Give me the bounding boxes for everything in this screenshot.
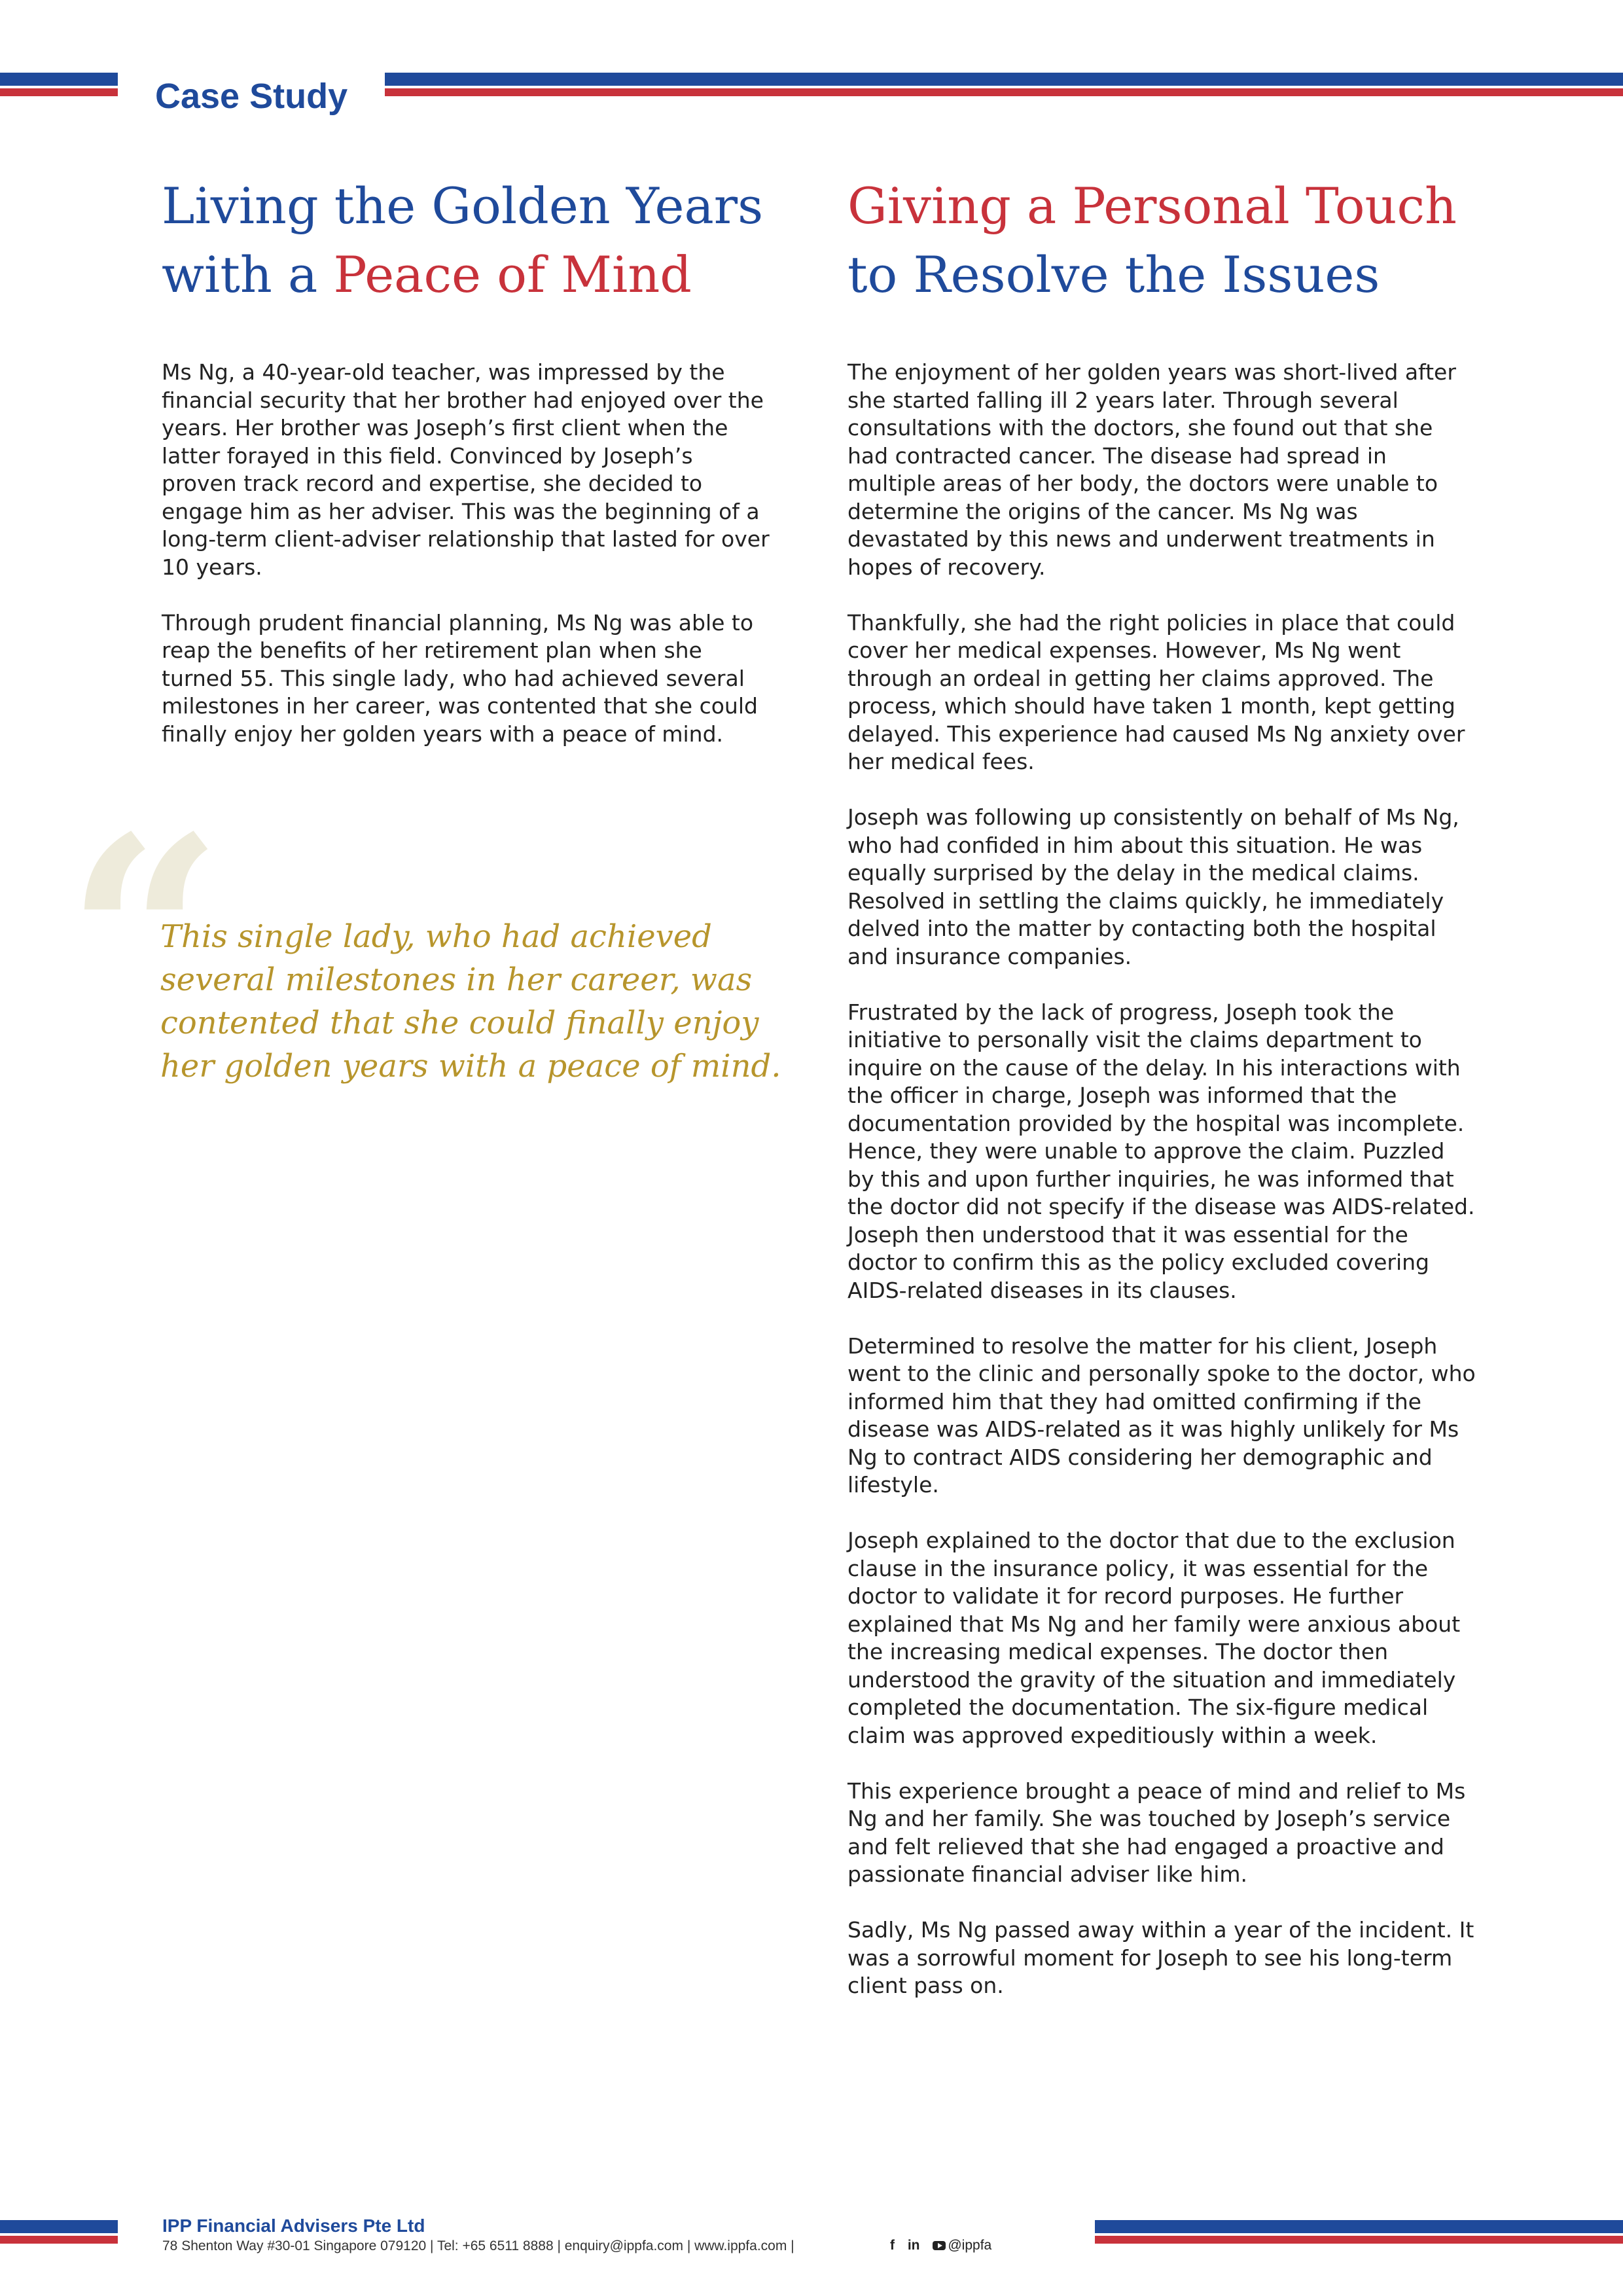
section-label: Case Study [155,77,348,116]
header-right-stripe [385,73,1623,96]
pull-quote: This single lady, who had achieved several milestones in her career, was contented that she could finally enjoy her golden years with a peace of mind. [160,918,781,1085]
paragraph: Sadly, Ms Ng passed away within a year of the incident. It was a sorrowful moment for Joseph to see his long-term client pass on. [847,1917,1474,1998]
paragraph: Joseph was following up consistently on behalf of Ms Ng, who had confided in him about this situation. He was equally surprised by the delay in the medical claims. Resolved in settling the claims quickly, he immediately delved into the matter by contacting both the hospital and insurance companies. [847,804,1459,969]
right-article-title [847,171,1457,309]
paragraph: Determined to resolve the matter for his client, Joseph went to the clinic and personally spoke to the doctor, who informed him that they had omitted confirming if the disease was AIDS-related as it was highly unlikely for Ms Ng to contract AIDS considering her demographic and lifestyle. [847,1333,1476,1498]
paragraph: Joseph explained to the doctor that due to the exclusion clause in the insurance policy, it was essential for the doctor to validate it for record purposes. He further explained that Ms Ng and her family were anxious about the increasing medical expenses. The doctor then understood the gravity of the situation and immediately completed the documentation. The six-figure medical claim was approved expeditiously within a week. [847,1528,1461,1748]
paragraph: The enjoyment of her golden years was short-lived after she started falling ill 2 years later. Through several consultations with the doctors, she found out that she had contracted cancer. The disease had spread in multiple areas of her body, the doctors were unable to determine the origins of the cancer. Ms Ng was devastated by this news and underwent treatments in hopes of recovery. [847,359,1456,580]
linkedin-icon[interactable]: in [907,2238,920,2253]
quote-mark-icon: “ [65,778,224,1100]
paragraph: This experience brought a peace of mind and relief to Ms Ng and her family. She was touched by Joseph’s service and felt relieved that she had engaged a proactive and passionate financial adviser like him. [847,1778,1466,1887]
left-article-title [162,171,763,309]
header-left-stripe [0,73,118,96]
paragraph: Thankfully, she had the right policies in place that could cover her medical expenses. However, Ms Ng went through an ordeal in getting her claims approved. The process, which should have taken 1 month, kept getting delayed. This experience had caused Ms Ng anxiety over her medical fees. [847,609,1465,774]
footer-right-stripe [1095,2220,1623,2244]
paragraph: Frustrated by the lack of progress, Joseph took the initiative to personally visit the claims department to inquire on the cause of the delay. In his interactions with the officer in charge, Joseph was informed that the documentation provided by the hospital was incomplete. Hence, they were unable to approve the claim. Puzzled by this and upon further inquiries, he was informed that the doctor did not specify if the disease was AIDS-related. Joseph then understood that it was essential for the doctor to confirm this as the policy excluded covering AIDS-related diseases in its clauses. [847,999,1475,1303]
footer-social-links [890,2238,991,2253]
left-title-line1: Living the Golden Years [162,177,764,235]
footer-left-stripe [0,2220,118,2244]
social-handle[interactable]: @ippfa [948,2238,992,2253]
right-title-line1: Giving a Personal Touch [847,177,1457,235]
right-title-line2: to Resolve the Issues [847,245,1380,304]
footer-company-name: IPP Financial Advisers Pte Ltd [162,2215,425,2236]
paragraph: Through prudent financial planning, Ms Ng was able to reap the benefits of her retirement plan when she turned 55. This single lady, who had achieved several milestones in her career, was contented that she could finally enjoy her golden years with a peace of mind. [162,609,758,747]
left-title-line2-b: Peace of Mind [333,245,692,304]
paragraph: Ms Ng, a 40-year-old teacher, was impressed by the financial security that her brother had enjoyed over the years. Her brother was Joseph’s first client when the latter forayed in this field. Convinced by Joseph’s proven track record and expertise, she decided to engage him as her adviser. This was the beginning of a long-term client-adviser relationship that lasted for over 10 years. [162,359,770,580]
footer-contact-details: 78 Shenton Way #30-01 Singapore 079120 | Tel: +65 6511 8888 | enquiry@ippfa.com | www.ippfa.com | [162,2238,794,2253]
left-title-line2-a: with a [162,245,334,304]
right-column-body [847,359,1476,2028]
youtube-icon[interactable] [933,2241,946,2250]
left-column-body [162,359,770,776]
facebook-icon[interactable]: f [890,2238,895,2253]
